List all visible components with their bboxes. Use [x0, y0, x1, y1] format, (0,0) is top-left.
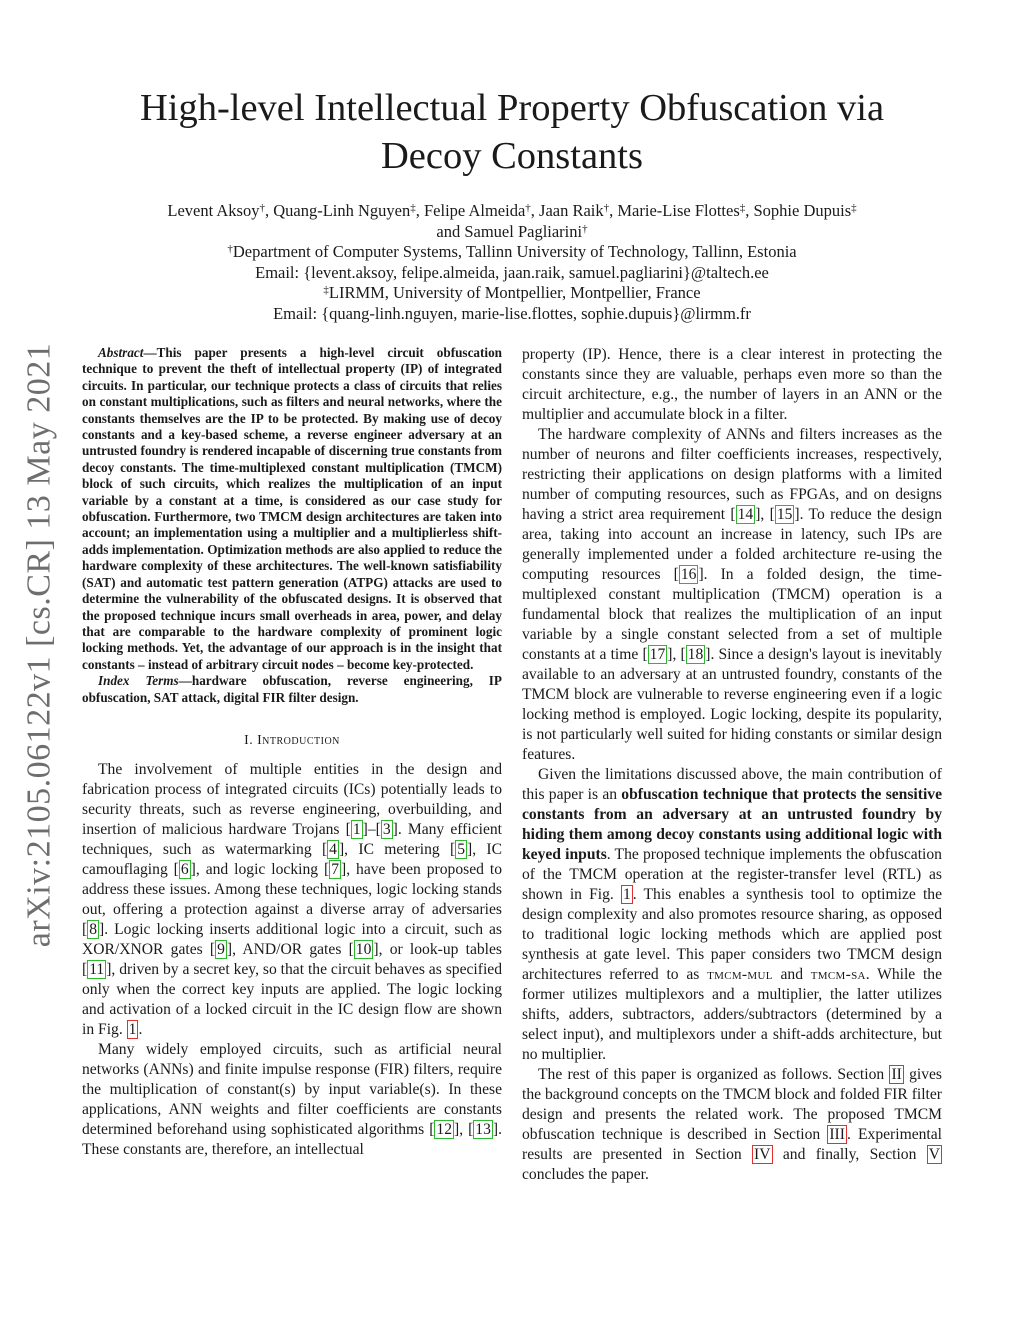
citation-link[interactable]: 12 [436, 1120, 452, 1138]
section-link[interactable]: V [928, 1146, 940, 1163]
text-run: , IC metering [344, 840, 450, 858]
text-run: , [760, 506, 770, 523]
affiliation-1-text: Department of Computer Systems, Tallinn University of Technology, Tallinn, Estonia [232, 242, 797, 261]
text-run: and finally, Section [772, 1146, 927, 1163]
affiliation-mark: † [227, 243, 233, 255]
citation-link[interactable]: 13 [475, 1120, 491, 1138]
text-run: . Experimental results are presented in Section [522, 1126, 943, 1163]
right-column [522, 345, 942, 1185]
index-terms-text: —hardware obfuscation, reverse engineering, IP obfuscation, SAT attack, digital FIR filter design. [82, 673, 502, 705]
arxiv-identifier: arXiv:2105.06122v1 [cs.CR] 13 May 2021 [20, 342, 58, 948]
author-name: Levent Aksoy [167, 201, 260, 220]
text-run: , [672, 646, 681, 663]
affiliation-mark: ‡ [851, 202, 857, 214]
citation-link[interactable]: 1 [352, 820, 361, 838]
citation-link[interactable]: 16 [680, 566, 697, 583]
abstract [82, 345, 502, 706]
author-name: Marie-Lise Flottes [617, 201, 740, 220]
text-run: . Many efficient techniques, such as watermarking [82, 820, 502, 858]
left-column [82, 345, 502, 1160]
text-run: , have been proposed to address these issues. Among these techniques, logic locking stands out, offering a protection against a diverse array of adversaries [82, 860, 502, 918]
affiliation-mark: ‡ [739, 202, 746, 214]
intro-paragraph-4 [522, 765, 942, 1065]
text-run: . These constants are, therefore, an intellectual [82, 1120, 502, 1158]
figure-link[interactable]: 1 [128, 1020, 137, 1038]
text-run: The rest of this paper is organized as follows. Section [538, 1066, 890, 1083]
text-run: concludes the paper. [522, 1166, 649, 1183]
affiliation-mark: † [582, 222, 588, 235]
text-run: , AND/OR gates [232, 940, 349, 958]
figure-link[interactable]: 1 [622, 886, 631, 903]
citation-link[interactable]: 11 [89, 960, 105, 978]
author-name: Jaan Raik [539, 201, 604, 220]
text-run: . This enables a synthesis tool to optimize the design complexity and also promotes resource sharing, as opposed to traditional logic locking methods which are applied post synthesis at gate level. This paper considers two TMCM design architectures referred to as [522, 886, 943, 983]
architecture-name: tmcm-mul [707, 966, 773, 983]
email-1: Email: {levent.aksoy, felipe.almeida, jaan.raik, samuel.pagliarini}@taltech.ee [255, 262, 769, 282]
paper-title [80, 84, 944, 180]
affiliation-mark: ‡ [323, 284, 329, 296]
citation-link[interactable]: 6 [180, 860, 189, 878]
text-run: The hardware complexity of ANNs and filters increases as the number of neurons and filter coefficients increases, respectively, restricting their applications on design platforms with a limited number of computing resources, such as FPGAs, and on designs having a strict area requirement [522, 426, 942, 523]
text-run: , [459, 1120, 469, 1138]
author-names-line-1: Levent Aksoy†, Quang-Linh Nguyen‡, Felipe Almeida†, Jaan Raik†, Marie-Lise Flottes‡, Sophie Dupuis‡ [167, 201, 857, 220]
text-run: , or look-up tables [378, 940, 502, 958]
title-line-2: Decoy Constants [381, 135, 643, 177]
affiliation-2-text: LIRMM, University of Montpellier, Montpellier, France [328, 283, 701, 302]
affiliation-mark: † [259, 202, 265, 214]
author-name: Samuel Pagliarini [464, 221, 583, 241]
section-link[interactable]: II [891, 1066, 902, 1083]
text-run: gives the background concepts on the TMCM block and folded FIR filter design and presents the related work. The proposed TMCM obfuscation technique is described in Section [522, 1066, 942, 1143]
section-heading-introduction: I. Introduction [244, 731, 340, 747]
section-link[interactable]: IV [754, 1146, 771, 1163]
text-run: , and logic locking [195, 860, 324, 878]
citation-link[interactable]: 7 [331, 860, 339, 878]
citation-link[interactable]: 15 [776, 506, 793, 523]
title-line-1: High-level Intellectual Property Obfuscation via [139, 87, 885, 129]
citation-link[interactable]: 8 [89, 920, 97, 938]
author-names-line-2 [80, 222, 944, 243]
text-run: . In a folded design, the time-multiplexed constant multiplication (TMCM) operation is a fundamental block that realizes the multiplication of an input variable by a single constant selected from a set of multiple constants at a time [522, 566, 942, 663]
citation-link[interactable]: 4 [329, 840, 337, 858]
citation-link[interactable]: 9 [217, 940, 225, 958]
architecture-name: tmcm-sa [810, 966, 866, 983]
index-terms-label: Index Terms [98, 673, 179, 689]
email-2: Email: {quang-linh.nguyen, marie-lise.flottes, sophie.dupuis}@lirmm.fr [273, 303, 751, 323]
citation-link[interactable]: 5 [457, 840, 465, 858]
affiliation-1 [80, 242, 944, 263]
intro-paragraph-continued: property (IP). Hence, there is a clear interest in protecting the constants since they are valuable, perhaps even more so than the circuit architecture, e.g., the number of layers in an ANN or the multiplier and accumulate block in a filter. [522, 346, 942, 423]
author-name: Felipe Almeida [424, 201, 526, 220]
text-run: . Since a design's layout is inevitably available to an adversary at an untrusted foundry, constants of the TMCM block are vulnerable to reverse engineering even if a logic locking method is employed. Logic locking, despite its popularity, is not particularly well suited for hiding constants or similar design features. [522, 646, 943, 763]
text-run: Many widely employed circuits, such as artificial neural networks (ANNs) and finite impulse response (FIR) filters, require the multiplication of constant(s) by input variable(s). In these applications, ANN weights and filter coefficients are constants determined beforehand using sophisticated algorithms [82, 1040, 502, 1138]
text-run: . [138, 1020, 143, 1038]
intro-paragraph-1: The involvement of multiple entities in the design and fabrication process of integrated circuits (ICs) potentially leads to security threats, such as reverse engineering, overbuilding, and insertion of malicious hardware Trojans [ 1 ]–[ 3 ]. Many efficient techniques, such as watermarking [ 4 ], IC metering [ 5 ], IC camouflaging [ 6 ], and logic locking [ 7 ], have been proposed to address these issues. Among these techniques, logic locking stands out, offering a protection against a diverse array of adversaries [ 8 ]. Logic locking inserts additional logic into a circuit, such as XOR/XNOR gates [ 9 ], AND/OR gates [ 10 ], or look-up tables [ 11 ], driven by a secret key, so that the circuit behaves as specified only when the correct key inputs are applied. The logic locking and activation of a locked circuit in the IC design flow are shown in Fig. 1 . [82, 760, 502, 1038]
text-run: and [772, 966, 811, 983]
text-run: , IC camouflaging [82, 840, 502, 878]
citation-link[interactable]: 3 [382, 820, 391, 838]
affiliation-2 [80, 283, 944, 304]
author-name: Sophie Dupuis [753, 201, 852, 220]
text-run: Given the limitations discussed above, the main contribution of this paper is an [522, 766, 942, 803]
intro-paragraph-5 [522, 1065, 942, 1185]
citation-link[interactable]: 14 [737, 506, 754, 523]
contribution-highlight: obfuscation technique that protects the sensitive constants from an adversary at an untrusted foundry by hiding them among decoy constants using additional logic with keyed inputs [522, 786, 942, 863]
citation-link[interactable]: 10 [355, 940, 372, 958]
affiliation-mark: † [603, 202, 610, 214]
arxiv-sidebar [8, 342, 70, 948]
text-run: . Logic locking inserts additional logic into a circuit, such as XOR/XNOR gates [82, 920, 502, 958]
intro-paragraph-2: Many widely employed circuits, such as artificial neural networks (ANNs) and finite impulse response (FIR) filters, require the multiplication of constant(s) by input variable(s). In these applications, ANN weights and filter coefficients are constants determined beforehand using sophisticated algorithms [ 12 ], [ 13 ]. These constants are, therefore, an intellectual [82, 1040, 502, 1158]
text-run: . The proposed technique implements the obfuscation of the TMCM operation at the register-transfer level (RTL) as shown in Fig. [522, 846, 942, 903]
abstract-paragraph [82, 345, 502, 673]
citation-link[interactable]: 17 [649, 646, 666, 663]
text-run: The involvement of multiple entities in the design and fabrication process of integrated circuits (ICs) potentially leads to security threats, such as reverse engineering, overbuilding, and insertion of malicious hardware Trojans [82, 760, 502, 838]
author-conjunction: and [436, 221, 461, 241]
citation-link[interactable]: 18 [687, 646, 704, 663]
affiliation-mark: ‡ [410, 202, 416, 214]
author-name: Quang-Linh Nguyen [273, 201, 411, 220]
text-run: – [367, 820, 376, 838]
text-run: . While the former utilizes multiplexors and a multiplier, the latter utilizes shifts, adders, subtractors, adders/subtractors (determined by a select input), and multiplexors under a shift-adds architecture, but no multiplier. [522, 966, 943, 1063]
abstract-text: —This paper presents a high-level circuit obfuscation technique to prevent the theft of intellectual property (IP) of integrated circuits. In particular, our technique protects a class of circuits that relies on constant multiplications, such as filters and neural networks, where the constants themselves are the IP to be protected. By making use of decoy constants and a key-based scheme, a reverse engineer adversary at an untrusted foundry is rendered incapable of discerning true constants from decoy constants. The time-multiplexed constant multiplication (TMCM) block of such circuits, which realizes the multiplication of an input variable by a constant at a time, is considered as our case study for obfuscation. Furthermore, two TMCM design architectures are taken into account; an implementation using a multiplier and a multiplierless shift-adds implementation. Optimization methods are also applied to reduce the hardware complexity of these architectures. The well-known satisfiability (SAT) and automatic test pattern generation (ATPG) attacks are used to determine the vulnerability of the obfuscated designs. It is observed that the proposed technique incurs small overheads in area, power, and delay that are comparable to the hardware complexity of prominent logic locking methods. Yet, the advantage of our approach is in the insight that constants – instead of arbitrary circuit nodes – become key-protected. [82, 345, 502, 672]
text-run: . To reduce the design area, taking into account an increase in latency, such IPs are generally implemented under a folded architecture re-using the computing resources [522, 506, 943, 583]
intro-paragraph-3: The hardware complexity of ANNs and filters increases as the number of neurons and filter coefficients increases, respectively, restricting their applications on design platforms with a limited number of computing resources, such as FPGAs, and on designs having a strict area requirement [ 14 ], [ 15 ]. To reduce the design area, taking into account an increase in latency, such IPs are generally implemented under a folded architecture re-using the computing resources [ 16 ]. In a folded design, the time-multiplexed constant multiplication (TMCM) operation is a fundamental block that realizes the multiplication of an input variable by a single constant selected from a set of multiple constants at a time [ 17 ], [ 18 ]. Since a design's layout is inevitably available to an adversary at an untrusted foundry, constants of the TMCM block are vulnerable to reverse engineering even if a logic locking method is employed. Logic locking, despite its popularity, is not particularly well suited for hiding constants or similar design features. [522, 426, 943, 763]
abstract-label: Abstract [98, 345, 144, 360]
index-terms [82, 673, 502, 706]
text-run: , driven by a secret key, so that the circuit behaves as specified only when the correct key inputs are applied. The logic locking and activation of a locked circuit in the IC design flow are shown in Fig. [82, 960, 502, 1038]
author-block [80, 201, 944, 324]
section-link[interactable]: III [829, 1126, 845, 1143]
affiliation-mark: † [525, 202, 531, 214]
